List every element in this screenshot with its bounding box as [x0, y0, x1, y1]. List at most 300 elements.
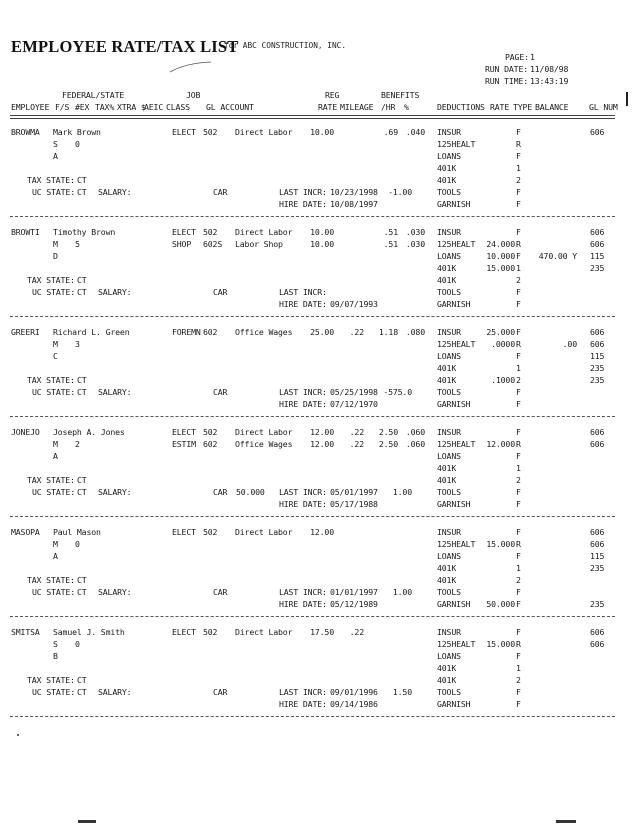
- uc-state-label: UC STATE:: [32, 387, 76, 397]
- deduction-type: F: [516, 287, 521, 297]
- job-rate: 17.50: [310, 627, 334, 637]
- employee-code: MASOPA: [11, 527, 40, 537]
- header-rule-top: [10, 115, 615, 116]
- deduction-type: R: [516, 539, 521, 549]
- deduction-name: 125HEALT: [437, 139, 476, 149]
- hire-date-label: HIRE DATE:: [279, 299, 327, 309]
- benefit-per-hr: 2.50: [378, 427, 398, 437]
- col-job: JOB: [186, 90, 201, 100]
- deduction-type: 1: [516, 563, 521, 573]
- tax-state: CT: [77, 475, 87, 485]
- tax-state: CT: [77, 575, 87, 585]
- job-gl-account: Direct Labor: [235, 627, 293, 637]
- col-employee: EMPLOYEE: [11, 102, 50, 112]
- uc-state-label: UC STATE:: [32, 187, 76, 197]
- job-gl-account: Direct Labor: [235, 127, 293, 137]
- job-gl: 602S: [203, 239, 223, 249]
- record-separator: [10, 616, 615, 617]
- deduction-type: R: [516, 439, 521, 449]
- deduction-name: LOANS: [437, 151, 461, 161]
- deduction-name: INSUR: [437, 627, 461, 637]
- deduction-balance: .00: [562, 339, 577, 349]
- deduction-name: 125HEALT: [437, 639, 476, 649]
- exemptions: 0: [75, 639, 80, 649]
- uc-state: CT: [77, 687, 87, 697]
- page-number: 1: [530, 52, 535, 62]
- incr-amount: 1.00: [392, 487, 412, 497]
- deduction-name: 401K: [437, 175, 457, 185]
- deduction-rate: 15.000: [486, 539, 515, 549]
- job-gl: 602: [203, 327, 218, 337]
- deduction-name: 401K: [437, 575, 457, 585]
- job-gl: 502: [203, 227, 218, 237]
- deduction-gl-num: 606: [590, 227, 605, 237]
- filing-status: M: [53, 239, 58, 249]
- tax-state-label: TAX STATE:: [27, 575, 75, 585]
- deduction-gl-num: 606: [590, 327, 605, 337]
- record-separator: [10, 316, 615, 317]
- pen-mark: [168, 60, 214, 74]
- hire-date-label: HIRE DATE:: [279, 199, 327, 209]
- scan-bottom-mark: [556, 820, 576, 823]
- deduction-gl-num: 606: [590, 639, 605, 649]
- deduction-name: TOOLS: [437, 587, 461, 597]
- uc-state-label: UC STATE:: [32, 587, 76, 597]
- col-nex: #EX: [75, 102, 90, 112]
- job-rate: 12.00: [310, 527, 334, 537]
- deduction-type: F: [516, 399, 521, 409]
- job-mileage: .22: [349, 427, 364, 437]
- employee-name: Richard L. Green: [53, 327, 130, 337]
- job-rate: 12.00: [310, 427, 334, 437]
- run-time-label: RUN TIME:: [485, 76, 529, 86]
- deduction-name: LOANS: [437, 251, 461, 261]
- run-date-label: RUN DATE:: [485, 64, 529, 74]
- deduction-gl-num: 606: [590, 627, 605, 637]
- deduction-type: R: [516, 339, 521, 349]
- employee-code: BROWTI: [11, 227, 40, 237]
- deduction-type: F: [516, 587, 521, 597]
- deduction-name: TOOLS: [437, 387, 461, 397]
- deduction-name: 125HEALT: [437, 539, 476, 549]
- header-rule-bottom: [10, 118, 615, 119]
- report-title: EMPLOYEE RATE/TAX LIST: [11, 37, 239, 56]
- employee-code: SMITSA: [11, 627, 40, 637]
- deduction-type: F: [516, 599, 521, 609]
- deduction-type: F: [516, 551, 521, 561]
- deduction-name: GARNISH: [437, 699, 471, 709]
- job-class: ELECT: [172, 127, 196, 137]
- deduction-type: 1: [516, 363, 521, 373]
- hire-date: 05/12/1989: [330, 599, 378, 609]
- deduction-name: 125HEALT: [437, 439, 476, 449]
- deduction-gl-num: 235: [590, 363, 605, 373]
- hire-date-label: HIRE DATE:: [279, 499, 327, 509]
- col-federal-state: FEDERAL/STATE: [62, 90, 125, 100]
- deduction-type: 1: [516, 663, 521, 673]
- last-incr-label: LAST INCR:: [279, 387, 327, 397]
- deduction-type: F: [516, 151, 521, 161]
- tax-state-label: TAX STATE:: [27, 375, 75, 385]
- last-incr-label: LAST INCR:: [279, 587, 327, 597]
- employee-code: JONEJO: [11, 427, 40, 437]
- job-rate: 10.00: [310, 227, 334, 237]
- deduction-rate: 24.000: [486, 239, 515, 249]
- incr-amount: 1.50: [392, 687, 412, 697]
- deduction-name: 401K: [437, 663, 457, 673]
- deduction-name: INSUR: [437, 327, 461, 337]
- deduction-rate: 15.000: [486, 263, 515, 273]
- deduction-gl-num: 606: [590, 339, 605, 349]
- col-gl-num: GL NUM: [589, 102, 618, 112]
- job-gl-account: Direct Labor: [235, 527, 293, 537]
- deduction-type: 1: [516, 263, 521, 273]
- employee-code: BROWMA: [11, 127, 40, 137]
- car-label: CAR: [213, 487, 228, 497]
- deduction-gl-num: 115: [590, 251, 605, 261]
- deduction-gl-num: 606: [590, 239, 605, 249]
- hire-date: 05/17/1988: [330, 499, 378, 509]
- incr-amount: 1.00: [392, 587, 412, 597]
- deduction-rate: .1000: [491, 375, 515, 385]
- deduction-name: GARNISH: [437, 299, 471, 309]
- deduction-name: GARNISH: [437, 599, 471, 609]
- deduction-type: 1: [516, 463, 521, 473]
- benefit-per-hr: .51: [383, 227, 398, 237]
- deduction-name: GARNISH: [437, 399, 471, 409]
- last-incr-date: 01/01/1997: [330, 587, 378, 597]
- col-mileage: MILEAGE: [340, 102, 374, 112]
- deduction-name: LOANS: [437, 551, 461, 561]
- scan-speck: [17, 734, 19, 736]
- car-label: CAR: [213, 387, 228, 397]
- col-class: CLASS: [166, 102, 190, 112]
- job-gl-account: Labor Shop: [235, 239, 283, 249]
- deduction-type: F: [516, 687, 521, 697]
- deduction-gl-num: 606: [590, 439, 605, 449]
- deduction-name: 401K: [437, 563, 457, 573]
- job-class: ELECT: [172, 527, 196, 537]
- job-rate: 10.00: [310, 127, 334, 137]
- col-tax: TAX%: [95, 102, 115, 112]
- car-amount: 50.000: [236, 487, 265, 497]
- filing-status: M: [53, 539, 58, 549]
- page-label: PAGE:: [505, 52, 529, 62]
- scan-bottom-mark: [78, 820, 96, 823]
- benefit-pct: .060: [405, 439, 425, 449]
- uc-state-label: UC STATE:: [32, 687, 76, 697]
- deduction-name: LOANS: [437, 351, 461, 361]
- deduction-name: GARNISH: [437, 199, 471, 209]
- deduction-rate: 15.000: [486, 639, 515, 649]
- aeic-code: A: [53, 551, 58, 561]
- filing-status: S: [53, 639, 58, 649]
- car-label: CAR: [213, 287, 228, 297]
- salary-label: SALARY:: [98, 287, 132, 297]
- deduction-type: F: [516, 327, 521, 337]
- deduction-type: F: [516, 499, 521, 509]
- deduction-name: INSUR: [437, 527, 461, 537]
- deduction-gl-num: 115: [590, 351, 605, 361]
- exemptions: 0: [75, 139, 80, 149]
- filing-status: M: [53, 339, 58, 349]
- deduction-gl-num: 235: [590, 375, 605, 385]
- job-class: ELECT: [172, 227, 196, 237]
- deduction-type: 2: [516, 575, 521, 585]
- exemptions: 0: [75, 539, 80, 549]
- filing-status: M: [53, 439, 58, 449]
- aeic-code: D: [53, 251, 58, 261]
- deduction-gl-num: 606: [590, 539, 605, 549]
- uc-state-label: UC STATE:: [32, 487, 76, 497]
- job-rate: 12.00: [310, 439, 334, 449]
- employee-name: Timothy Brown: [53, 227, 116, 237]
- deduction-name: INSUR: [437, 427, 461, 437]
- col-fs: F/S: [55, 102, 70, 112]
- job-gl-account: Direct Labor: [235, 227, 293, 237]
- deduction-name: INSUR: [437, 227, 461, 237]
- tax-state-label: TAX STATE:: [27, 175, 75, 185]
- salary-label: SALARY:: [98, 687, 132, 697]
- deduction-type: F: [516, 187, 521, 197]
- deduction-type: 2: [516, 275, 521, 285]
- incr-amount: -1.00: [388, 187, 412, 197]
- deduction-type: F: [516, 427, 521, 437]
- job-class: SHOP: [172, 239, 192, 249]
- deduction-name: TOOLS: [437, 687, 461, 697]
- deduction-name: TOOLS: [437, 487, 461, 497]
- salary-label: SALARY:: [98, 187, 132, 197]
- job-class: ELECT: [172, 627, 196, 637]
- deduction-rate: .0000: [491, 339, 515, 349]
- run-time: 13:43:19: [530, 76, 569, 86]
- deduction-name: 401K: [437, 675, 457, 685]
- col-deductions: DEDUCTIONS: [437, 102, 485, 112]
- deduction-name: LOANS: [437, 651, 461, 661]
- deduction-type: F: [516, 699, 521, 709]
- deduction-gl-num: 115: [590, 551, 605, 561]
- last-incr-label: LAST INCR:: [279, 187, 327, 197]
- deduction-name: GARNISH: [437, 499, 471, 509]
- deduction-name: TOOLS: [437, 287, 461, 297]
- hire-date-label: HIRE DATE:: [279, 599, 327, 609]
- deduction-type: 2: [516, 475, 521, 485]
- benefit-pct: .030: [405, 227, 425, 237]
- record-separator: [10, 416, 615, 417]
- tax-state: CT: [77, 375, 87, 385]
- deduction-type: F: [516, 227, 521, 237]
- tax-state-label: TAX STATE:: [27, 275, 75, 285]
- uc-state: CT: [77, 487, 87, 497]
- deduction-rate: 12.000: [486, 439, 515, 449]
- job-gl: 502: [203, 627, 218, 637]
- deduction-type: F: [516, 527, 521, 537]
- record-separator: [10, 716, 615, 717]
- last-incr-date: 05/01/1997: [330, 487, 378, 497]
- job-mileage: .22: [349, 439, 364, 449]
- job-gl-account: Office Wages: [235, 327, 293, 337]
- deduction-type: R: [516, 239, 521, 249]
- deduction-type: R: [516, 639, 521, 649]
- deduction-name: 401K: [437, 463, 457, 473]
- last-incr-label: LAST INCR:: [279, 487, 327, 497]
- aeic-code: B: [53, 651, 58, 661]
- last-incr-label: LAST INCR:: [279, 287, 327, 297]
- last-incr-date: 10/23/1998: [330, 187, 378, 197]
- deduction-type: F: [516, 451, 521, 461]
- deduction-type: F: [516, 251, 521, 261]
- deduction-type: F: [516, 487, 521, 497]
- uc-state: CT: [77, 587, 87, 597]
- uc-state: CT: [77, 387, 87, 397]
- col-per-hr: /HR: [381, 102, 396, 112]
- employee-name: Joseph A. Jones: [53, 427, 125, 437]
- benefit-pct: .080: [405, 327, 425, 337]
- scan-edge-mark: [626, 92, 628, 106]
- employee-name: Paul Mason: [53, 527, 101, 537]
- uc-state: CT: [77, 187, 87, 197]
- hire-date: 09/07/1993: [330, 299, 378, 309]
- deduction-name: 401K: [437, 163, 457, 173]
- job-mileage: .22: [349, 627, 364, 637]
- employee-code: GREERI: [11, 327, 40, 337]
- record-separator: [10, 516, 615, 517]
- deduction-rate: 25.000: [486, 327, 515, 337]
- deduction-name: TOOLS: [437, 187, 461, 197]
- deduction-name: 401K: [437, 375, 457, 385]
- col-balance: BALANCE: [535, 102, 569, 112]
- benefit-pct: .060: [405, 427, 425, 437]
- salary-label: SALARY:: [98, 487, 132, 497]
- salary-label: SALARY:: [98, 387, 132, 397]
- deduction-type: 2: [516, 175, 521, 185]
- tax-state: CT: [77, 675, 87, 685]
- run-date: 11/08/98: [530, 64, 569, 74]
- uc-state-label: UC STATE:: [32, 287, 76, 297]
- col-reg: REG: [325, 90, 340, 100]
- deduction-name: 401K: [437, 363, 457, 373]
- deduction-type: 2: [516, 375, 521, 385]
- employee-name: Mark Brown: [53, 127, 101, 137]
- car-label: CAR: [213, 587, 228, 597]
- aeic-code: A: [53, 151, 58, 161]
- salary-label: SALARY:: [98, 587, 132, 597]
- job-gl: 602: [203, 439, 218, 449]
- deduction-gl-num: 235: [590, 599, 605, 609]
- hire-date: 10/08/1997: [330, 199, 378, 209]
- col-ded-rate: RATE: [490, 102, 510, 112]
- benefit-pct: .030: [405, 239, 425, 249]
- job-gl: 502: [203, 527, 218, 537]
- last-incr-label: LAST INCR:: [279, 687, 327, 697]
- deduction-type: F: [516, 651, 521, 661]
- tax-state: CT: [77, 275, 87, 285]
- deduction-name: 401K: [437, 475, 457, 485]
- deduction-rate: 10.000: [486, 251, 515, 261]
- car-label: CAR: [213, 687, 228, 697]
- col-type: TYPE: [513, 102, 533, 112]
- col-gl-account: GL ACCOUNT: [206, 102, 254, 112]
- employee-name: Samuel J. Smith: [53, 627, 125, 637]
- car-label: CAR: [213, 187, 228, 197]
- job-class: ELECT: [172, 427, 196, 437]
- benefit-per-hr: 2.50: [378, 439, 398, 449]
- deduction-name: INSUR: [437, 127, 461, 137]
- col-xtra: XTRA $: [117, 102, 146, 112]
- record-separator: [10, 216, 615, 217]
- deduction-type: F: [516, 127, 521, 137]
- filing-status: S: [53, 139, 58, 149]
- deduction-type: F: [516, 299, 521, 309]
- col-aeic: AEIC: [144, 102, 164, 112]
- job-gl: 502: [203, 127, 218, 137]
- benefit-pct: .040: [405, 127, 425, 137]
- deduction-type: R: [516, 139, 521, 149]
- deduction-balance: 470.00 Y: [538, 251, 577, 261]
- deduction-gl-num: 606: [590, 527, 605, 537]
- benefit-per-hr: 1.18: [378, 327, 398, 337]
- deduction-type: F: [516, 199, 521, 209]
- col-pct: %: [404, 102, 409, 112]
- col-benefits: BENEFITS: [381, 90, 420, 100]
- exemptions: 2: [75, 439, 80, 449]
- hire-date: 09/14/1986: [330, 699, 378, 709]
- aeic-code: C: [53, 351, 58, 361]
- tax-state-label: TAX STATE:: [27, 475, 75, 485]
- exemptions: 3: [75, 339, 80, 349]
- tax-state-label: TAX STATE:: [27, 675, 75, 685]
- job-mileage: .22: [349, 327, 364, 337]
- deduction-type: 2: [516, 675, 521, 685]
- deduction-gl-num: 235: [590, 263, 605, 273]
- job-rate: 10.00: [310, 239, 334, 249]
- job-class: FOREMN: [172, 327, 201, 337]
- deduction-rate: 50.000: [486, 599, 515, 609]
- hire-date: 07/12/1970: [330, 399, 378, 409]
- report-company: for ABC CONSTRUCTION, INC.: [224, 41, 347, 50]
- exemptions: 5: [75, 239, 80, 249]
- last-incr-date: 09/01/1996: [330, 687, 378, 697]
- job-gl-account: Direct Labor: [235, 427, 293, 437]
- deduction-name: 401K: [437, 275, 457, 285]
- deduction-gl-num: 235: [590, 563, 605, 573]
- deduction-name: 125HEALT: [437, 239, 476, 249]
- deduction-type: 1: [516, 163, 521, 173]
- deduction-type: F: [516, 387, 521, 397]
- incr-amount: -575.0: [383, 387, 412, 397]
- deduction-gl-num: 606: [590, 127, 605, 137]
- aeic-code: A: [53, 451, 58, 461]
- benefit-per-hr: .51: [383, 239, 398, 249]
- deduction-type: F: [516, 627, 521, 637]
- job-class: ESTIM: [172, 439, 196, 449]
- job-rate: 25.00: [310, 327, 334, 337]
- benefit-per-hr: .69: [383, 127, 398, 137]
- last-incr-date: 05/25/1998: [330, 387, 378, 397]
- col-rate: RATE: [318, 102, 338, 112]
- deduction-name: 125HEALT: [437, 339, 476, 349]
- hire-date-label: HIRE DATE:: [279, 399, 327, 409]
- deduction-gl-num: 606: [590, 427, 605, 437]
- job-gl-account: Office Wages: [235, 439, 293, 449]
- job-gl: 502: [203, 427, 218, 437]
- hire-date-label: HIRE DATE:: [279, 699, 327, 709]
- uc-state: CT: [77, 287, 87, 297]
- tax-state: CT: [77, 175, 87, 185]
- deduction-name: LOANS: [437, 451, 461, 461]
- deduction-name: 401K: [437, 263, 457, 273]
- deduction-type: F: [516, 351, 521, 361]
